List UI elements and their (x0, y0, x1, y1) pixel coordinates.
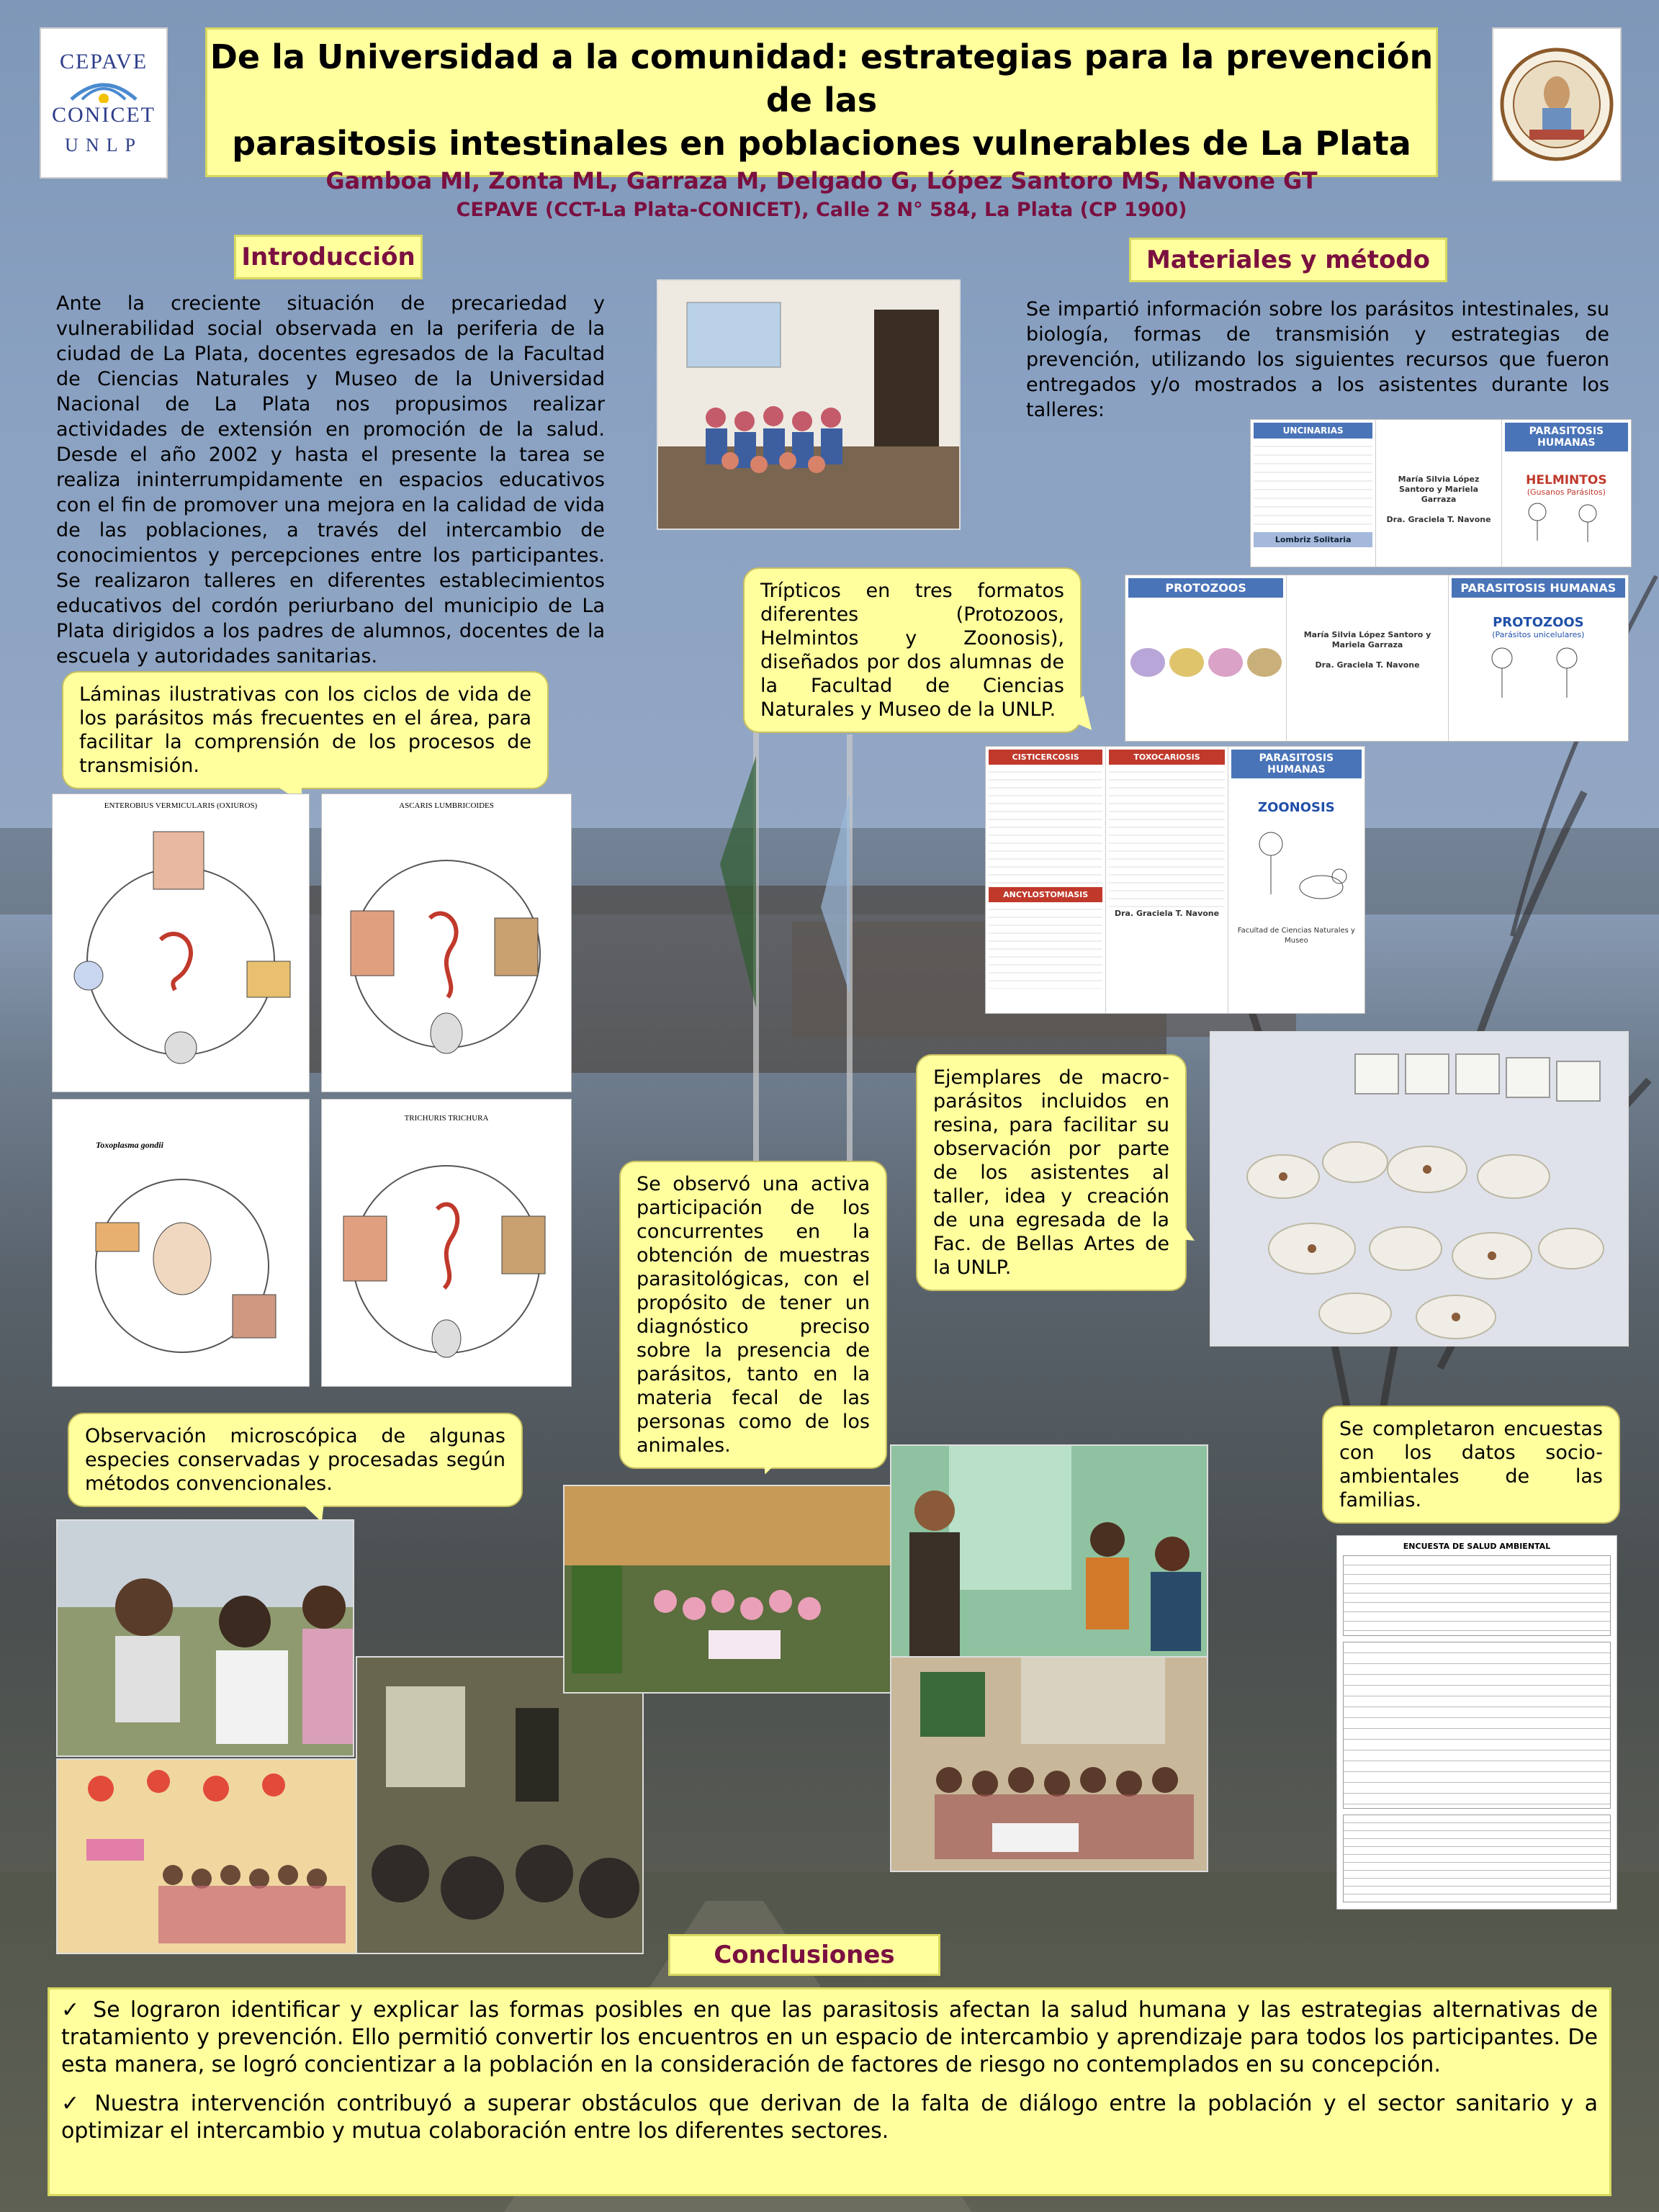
triptych-advisor: Dra. Graciela T. Navone (1386, 515, 1491, 524)
triptych-authors: María Silvia López Santoro y Mariela Garraza (1398, 475, 1480, 504)
logo-conicet-text: CONICET (52, 103, 156, 127)
survey-form (1336, 1535, 1617, 1910)
bubble-ejemplares: Ejemplares de macro-parásitos incluidos en resina, para facilitar su observación por parte de los asistentes al taller, idea y creación de una egresada de la Fac. de Bellas Artes de la UNLP. (916, 1054, 1187, 1291)
lamina-enterobius (52, 793, 310, 1092)
sun-icon (64, 74, 143, 103)
triptych-zoonosis-kind: ZOONOSIS (1258, 800, 1335, 815)
triptych-helmintos-kind: HELMINTOS (1526, 473, 1607, 487)
bubble-laminas: Láminas ilustrativas con los ciclos de vida de los parásitos más frecuentes en el área, para facilitar la comprensión de los procesos de transmisión. (62, 671, 549, 789)
triptych-ancylostomiasis-heading: ANCYLOSTOMIASIS (989, 887, 1102, 902)
cartoon-figures-icon (1235, 815, 1357, 923)
conclusions-heading: Conclusiones (668, 1934, 940, 1976)
conclusions-box (48, 1987, 1611, 2196)
triptych-protozoos-sub: (Parásitos unicelulares) (1492, 630, 1585, 639)
logo-cepave-text: CEPAVE (59, 50, 148, 73)
triptych-cisticercosis-heading: CISTICERCOSIS (989, 750, 1102, 765)
intro-heading: Introducción (234, 235, 423, 279)
triptych-authors: María Silvia López Santoro y Mariela Garraza (1303, 630, 1431, 649)
bubble-encuestas: Se completaron encuestas con los datos socio-ambientales de las familias. (1322, 1406, 1620, 1524)
cyst-image-icon (1208, 648, 1243, 677)
lamina-enterobius-title: ENTEROBIUS VERMICULARIS (OXIUROS) (104, 801, 258, 810)
methods-heading: Materiales y método (1129, 238, 1447, 282)
lifecycle-diagram-icon (322, 1137, 571, 1382)
triptych-helmintos (1250, 419, 1632, 567)
affiliation-address: CEPAVE (CCT-La Plata-CONICET), Calle 2 N° 584, La Plata (CP 1900) (456, 199, 1187, 221)
title-banner (205, 27, 1438, 221)
logo-unlp-text: UNLP (65, 135, 143, 156)
triptych-helmintos-sub: (Gusanos Parásitos) (1527, 487, 1606, 497)
lifecycle-diagram-icon (53, 1151, 309, 1381)
triptych-toxocariosis-heading: TOXOCARIOSIS (1109, 750, 1224, 765)
cyst-image-icon (1169, 648, 1204, 677)
lamina-toxoplasma (52, 1099, 310, 1387)
bubble-microscopia: Observación microscópica de algunas especies conservadas y procesadas según métodos convencionales. (68, 1413, 523, 1507)
triptych-protozoos-kind: PROTOZOOS (1493, 615, 1584, 630)
conclusion-1: ✓ Se lograron identificar y explicar las formas posibles en que las parasitosis afectan la salud humana y las estrategias alternativas de tratamiento y prevención. Ello permitió convertir los encuentros en un espacio de intercambio y aprendizaje para todos los participantes. De esta manera, se logró concientizar a la población en la consideración de factores de riesgo no contemplados en su concepción. (61, 1997, 1598, 2077)
lifecycle-diagram-icon (53, 817, 309, 1076)
cartoon-figures-icon (1466, 640, 1610, 705)
lamina-toxoplasma-title: Toxoplasma gondii (96, 1140, 163, 1150)
cartoon-figures-icon (1509, 498, 1624, 548)
lamina-trichuris (321, 1099, 572, 1387)
triptych-zoonosis-title: PARASITOSIS HUMANAS (1231, 750, 1362, 778)
classroom-audience-photo (890, 1656, 1208, 1872)
triptych-protozoos-title: PARASITOSIS HUMANAS (1452, 578, 1625, 598)
methods-text: Se impartió información sobre los parásitos intestinales, su biología, formas de transmisión y estrategias de prevención, utilizando los siguientes recursos que fueron entregados y/o mostrados a los asistentes durante los talleres: (1026, 298, 1609, 421)
authors: Gamboa MI, Zonta ML, Garraza M, Delgado G, López Santoro MS, Navone GT (325, 167, 1318, 194)
bubble-participacion: Se observó una activa participación de los concurrentes en la obtención de muestras parasitológicas, con el propósito de tener un diagnóstico preciso sobre la presencia de parásitos, tanto en la materia fecal de las personas como de los animales. (619, 1161, 887, 1469)
women-sampling-photo (890, 1444, 1208, 1660)
survey-title: ENCUESTA DE SALUD AMBIENTAL (1403, 1542, 1551, 1551)
school-hall-photo (563, 1485, 894, 1694)
triptych-helmintos-title: PARASITOSIS HUMANAS (1505, 423, 1628, 451)
survey-table-lines (1343, 1555, 1611, 1636)
triptych-advisor: Dra. Graciela T. Navone (1315, 660, 1420, 670)
parents-meeting-photo (356, 1656, 644, 1954)
intro-text: Ante la creciente situación de precariedad y vulnerabilidad social observada en la periferia de la ciudad de La Plata, docentes egresados de la Facultad de Ciencias Naturales y Museo de la Universidad Nacional de La Plata nos propusimos realizar actividades de extensión en promoción de la salud. Desde el año 2002 y hasta el presente la tarea se realiza ininterrumpidamente en espacios educativos con el fin de promover una mejora en la calidad de vida de las poblaciones, a través del intercambio de conocimientos y percepciones entre los participantes. Se realizaron talleres en diferentes establecimientos educativos del cordón periurbano del municipio de La Plata dirigidos a los padres de alumnos, docentes de la escuela y autoridades sanitarias. (56, 292, 605, 667)
resin-specimens-photo (1210, 1031, 1629, 1346)
lamina-ascaris (321, 793, 572, 1092)
lamina-ascaris-title: ASCARIS LUMBRICOIDES (399, 801, 494, 810)
lamina-trichuris-title: TRICHURIS TRICHURA (404, 1114, 489, 1123)
children-classroom-photo (56, 1758, 359, 1954)
classroom-photo (657, 279, 961, 530)
triptych-uncinarias-heading: UNCINARIAS (1254, 423, 1372, 439)
triptych-protozoos (1125, 575, 1629, 742)
conclusion-2: ✓ Nuestra intervención contribuyó a superar obstáculos que derivan de la falta de diálogo entre la población y el sector sanitario y a optimizar el intercambio y mutua colaboración entre los diferentes sectores. (61, 2091, 1598, 2144)
triptych-faculty: Facultad de Ciencias Naturales y Museo (1237, 927, 1355, 945)
title-line-2: parasitosis intestinales en poblaciones vulnerables de La Plata (232, 124, 1411, 163)
triptych-lombriz-heading: Lombriz Solitaria (1254, 532, 1372, 547)
triptych-zoonosis (985, 746, 1365, 1014)
bubble-tail (1455, 1486, 1483, 1515)
bubble-tripticos: Trípticos en tres formatos diferentes (Protozoos, Helmintos y Zoonosis), diseñados por dos alumnas de la Facultad de Ciencias Naturales y Museo de la UNLP. (743, 567, 1082, 733)
lifecycle-diagram-icon (322, 817, 571, 1076)
microscope-workshop-photo (56, 1519, 354, 1757)
cyst-image-icon (1247, 648, 1282, 677)
triptych-protozoos-heading: PROTOZOOS (1128, 578, 1283, 598)
seal-icon (1499, 36, 1614, 173)
title-line-1: De la Universidad a la comunidad: estrategias para la prevención de las (210, 37, 1434, 120)
cyst-image-icon (1130, 648, 1165, 677)
university-seal-logo (1492, 27, 1622, 181)
cepave-conicet-unlp-logo (40, 27, 168, 179)
triptych-advisor: Dra. Graciela T. Navone (1114, 909, 1220, 918)
